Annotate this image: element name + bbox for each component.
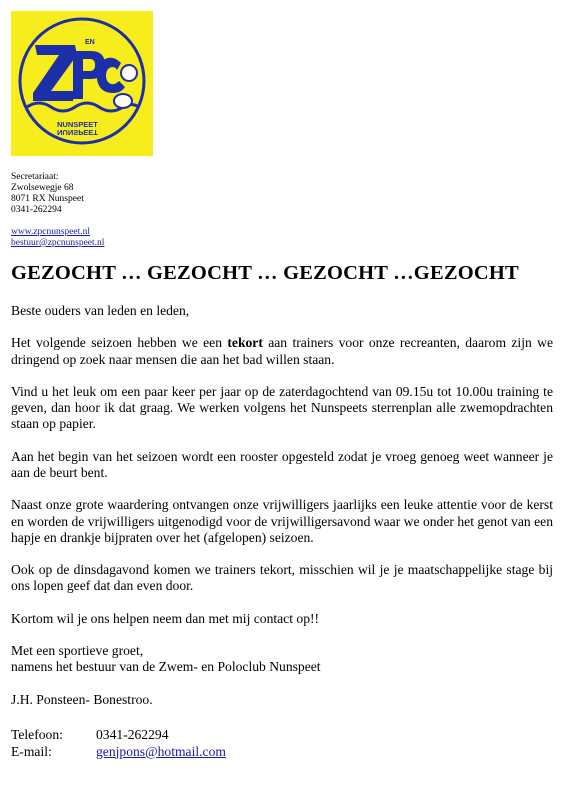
emphasis-tekort: tekort (227, 335, 263, 351)
secretariat-phone: 0341-262294 (11, 205, 62, 215)
logo-en-label: EN (85, 39, 95, 46)
closing-line-2: namens het bestuur van de Zwem- en Poloclub Nunspeet (11, 659, 321, 675)
secretariat-street: Zwolsewegje 68 (11, 183, 74, 193)
phone-label: Telefoon: (11, 727, 63, 742)
secretariat-block (11, 172, 104, 249)
letter-body (11, 303, 553, 724)
phone-value: 0341-262294 (96, 727, 169, 742)
paragraph-tuesday: Ook op de dinsdagavond komen we trainers tekort, misschien wil je je maatschappelijke stage bij ons lopen geef dat dan even door. (11, 562, 553, 594)
board-email-link[interactable]: bestuur@zpcnunspeet.nl (11, 238, 105, 248)
paragraph-roster: Aan het begin van het seizoen wordt een rooster opgesteld zodat je vroeg genoeg weet wanneer je aan de beurt bent. (11, 448, 553, 480)
greeting: Beste ouders van leden en leden, (11, 303, 190, 318)
signature: J.H. Ponsteen- Bonestroo. (11, 691, 153, 707)
page-headline: GEZOCHT … GEZOCHT … GEZOCHT …GEZOCHT (11, 262, 519, 284)
logo-place-mirror: NUNSPEET (57, 128, 98, 137)
email-label: E-mail: (11, 743, 52, 759)
paragraph-shortage: Het volgende seizoen hebben we een tekort aan trainers voor onze recreanten, daarom zijn we dringend op zoek naar mensen die aan het bad willen staan. (11, 335, 553, 367)
website-link[interactable]: www.zpcnunspeet.nl (11, 227, 91, 237)
secretariat-heading: Secretariaat: (11, 172, 59, 182)
closing (11, 643, 553, 675)
club-logo (11, 11, 153, 156)
closing-line-1: Met een sportieve groet, (11, 643, 144, 659)
logo-place-label: NUNSPEET (57, 120, 98, 129)
paragraph-appreciation: Naast onze grote waardering ontvangen onze vrijwilligers jaarlijks een leuke attentie voor de kerst en worden de vrijwilligers uitgenodigd voor de vrijwilligersavond waar we onder het genot van een hapje en drankje bijpraten over het (afgelopen) seizoen. (11, 497, 553, 545)
contact-block (11, 727, 226, 760)
contact-email-link[interactable]: genjpons@hotmail.com (96, 743, 226, 759)
secretariat-postal: 8071 RX Nunspeet (11, 194, 84, 204)
paragraph-call-to-action: Kortom wil je ons helpen neem dan met mij contact op!! (11, 610, 320, 626)
zpc-logo-emblem (11, 11, 153, 156)
paragraph-schedule: Vind u het leuk om een paar keer per jaar op de zaterdagochtend van 09.15u tot 10.00u training te geven, dan hoor ik dat graag. We werken volgens het Nunspeets sterrenplan alle zwemopdrachten staan op papier. (11, 383, 553, 432)
